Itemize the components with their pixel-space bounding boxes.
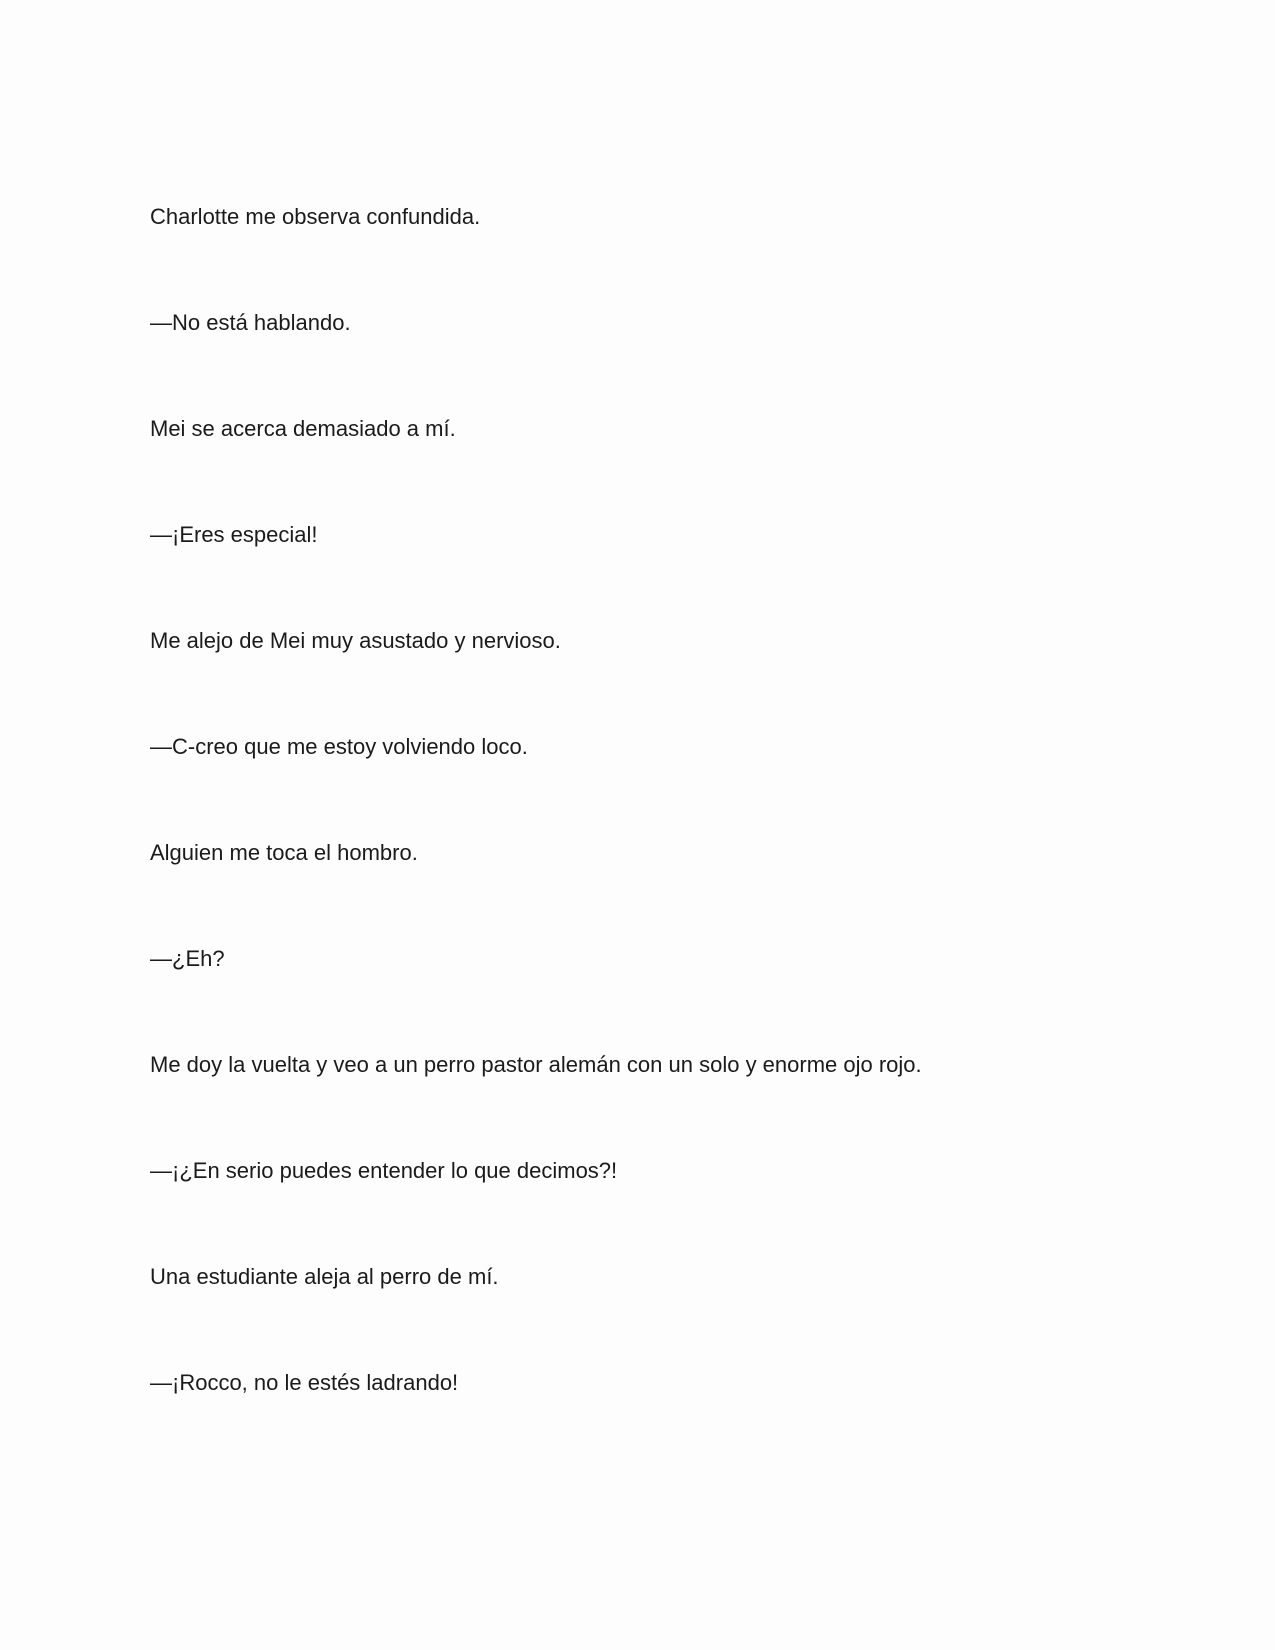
narration-paragraph: Me doy la vuelta y veo a un perro pastor alemán con un solo y enorme ojo rojo. <box>150 1052 922 1077</box>
dialogue-paragraph: —¡¿En serio puedes entender lo que decimos?! <box>150 1158 618 1183</box>
dialogue-paragraph: —¡Rocco, no le estés ladrando! <box>150 1370 459 1395</box>
narration-paragraph: Mei se acerca demasiado a mí. <box>150 416 456 441</box>
narration-paragraph: Alguien me toca el hombro. <box>150 840 418 865</box>
dialogue-paragraph: —No está hablando. <box>150 310 351 335</box>
dialogue-paragraph: —¿Eh? <box>150 946 225 971</box>
narration-paragraph: Charlotte me observa confundida. <box>150 204 481 229</box>
dialogue-paragraph: —¡Eres especial! <box>150 522 318 547</box>
narration-paragraph: Me alejo de Mei muy asustado y nervioso. <box>150 628 561 653</box>
dialogue-paragraph: —C-creo que me estoy volviendo loco. <box>150 734 528 759</box>
narration-paragraph: Una estudiante aleja al perro de mí. <box>150 1264 499 1289</box>
